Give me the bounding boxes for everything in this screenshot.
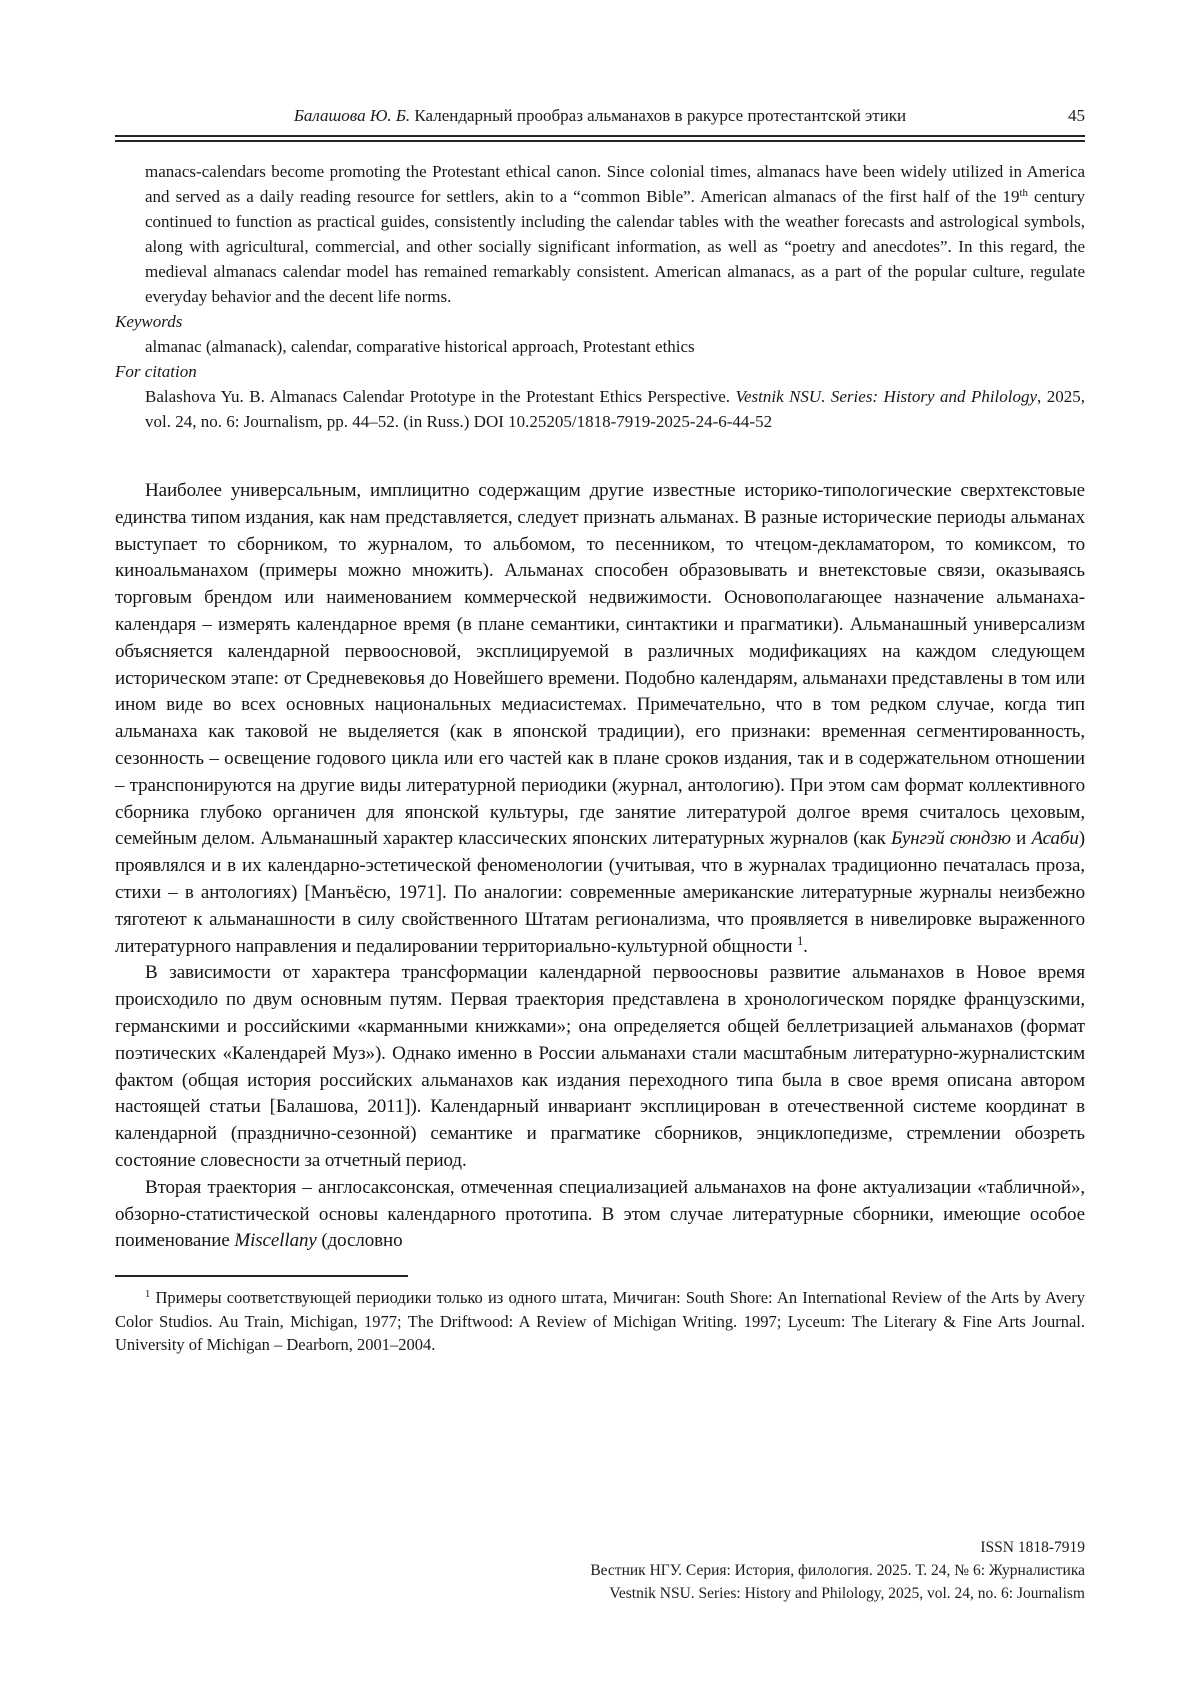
footnote-text: $^1$ Примеры соответствующей периодики только из одного штата, Мичиган: South Shore: An International Review of the Arts by Avery Color Studios. Au Train, Michigan, 1977; The Driftwood: A Review of Michigan Writing. 1997; Lyceum: The Literary & Fine Arts Journal. University of Michigan – Dearborn, 2001–2004.	[115, 1288, 1085, 1355]
running-head	[115, 106, 1085, 126]
article-body	[115, 478, 1085, 1255]
body-paragraph-3: Вторая траектория – англосаксонская, отмеченная специализацией альманахов на фоне актуализации «табличной», обзорно-статистической основы календарного прототипа. В этом случае литературные сборники, имеющие особое поименование Miscellany (дословно	[115, 1176, 1085, 1252]
keywords-label: Keywords	[115, 312, 183, 331]
body-paragraph-2: В зависимости от характера трансформации календарной первоосновы развитие альманахов в Новое время происходило по двум основным путям. Первая траектория представлена в хронологическом порядке французскими, германскими и российскими «карманными книжками»; она определяется общей беллетризацией альманахов (формат поэтических «Календарей Муз»). Однако именно в России альманахи стали масштабным литературно-журналистским фактом (общая история российских альманахов как издания переходного типа была в свое время описана автором настоящей статьи [Балашова, 2011]). Календарный инвариант эксплицирован в отечественной системе координат в календарной (празднично-сезонной) семантике и прагматике сборников, энциклопедизме, стремлении обозреть состояние словесности за отчетный период.	[115, 962, 1085, 1171]
header-double-rule	[115, 135, 1085, 142]
footnote-block	[115, 1275, 1085, 1357]
abstract-continuation: manacs-calendars become promoting the Protestant ethical canon. Since colonial times, almanacs have been widely utilized in America and served as a daily reading resource for settlers, akin to a “common Bible”. American almanacs of the first half of the 19th century continued to function as practical guides, consistently including the calendar tables with the weather forecasts and astrological symbols, along with agricultural, commercial, and other socially significant information, as well as “poetry and anecdotes”. In this regard, the medieval almanacs calendar model has remained remarkably consistent. American almanacs, as a part of the popular culture, regulate everyday behavior and the decent life norms.	[145, 162, 1085, 306]
citation-text: Balashova Yu. B. Almanacs Calendar Prototype in the Protestant Ethics Perspective. Vestnik NSU. Series: History and Philology, 2025, vol. 24, no. 6: Journalism, pp. 44–52. (in Russ.) DOI 10.25205/1818-7919-2025-24-6-44-52	[145, 387, 1085, 431]
footnote-rule	[115, 1275, 408, 1277]
page-number: 45	[1068, 106, 1085, 125]
footer-issn: ISSN 1818-7919	[980, 1539, 1085, 1556]
front-matter	[115, 159, 1085, 434]
running-head-title: Календарный прообраз альманахов в ракурсе протестантской этики	[410, 106, 907, 125]
footer-journal-ru: Вестник НГУ. Серия: История, филология. 2025. Т. 24, № 6: Журналистика	[590, 1562, 1085, 1579]
body-paragraph-1: Наиболее универсальным, имплицитно содержащим другие известные историко-типологические сверхтекстовые единства типом издания, как нам представляется, следует признать альманах. В разные исторические периоды альманах выступает то сборником, то журналом, то альбомом, то песенником, то чтецом-декламатором, то комиксом, то киноальманахом (примеры можно множить). Альманах способен образовывать и внетекстовые связи, оказываясь торговым брендом или наименованием коммерческой недвижимости. Основополагающее назначение альманаха-календаря – измерять календарное время (в плане семантики, синтактики и прагматики). Альманашный универсализм объясняется календарной первоосновой, эксплицируемой в различных модификациях на каждом следующем историческом этапе: от Средневековья до Новейшего времени. Подобно календарям, альманахи представлены в том или ином виде во всех основных национальных медиасистемах. Примечательно, что в том редком случае, когда тип альманаха как таковой не выделяется (как в японской традиции), его признаки: временная сегментированность, сезонность – освещение годового цикла или его частей как в плане сроков издания, так и в содержательном отношении – транспонируются на другие виды литературной периодики (журнал, антологию). При этом сам формат коллективного сборника глубоко органичен для японской культуры, где занятие литературой долгое время считалось цеховым, семейным делом. Альманашный характер классических японских литературных журналов (как Бунгэй сюндзю и Асаби) проявлялся и в их календарно-эстетической феноменологии (учитывая, что в журналах традиционно печаталась проза, стихи – в антологиях) [Манъёсю, 1971]. По аналогии: современные американские литературные журналы неизбежно тяготеют к альманашности в силу свойственного Штатам регионализма, что проявляется в нивелировке выраженного литературного направления и педалировании территориально-культурной общности $^1$.	[115, 480, 1086, 957]
footer-journal-en: Vestnik NSU. Series: History and Philology, 2025, vol. 24, no. 6: Journalism	[609, 1585, 1085, 1602]
keywords-text: almanac (almanack), calendar, comparative historical approach, Protestant ethics	[145, 337, 695, 356]
page-footer	[590, 1536, 1085, 1605]
running-head-author: Балашова Ю. Б.	[293, 106, 411, 125]
citation-label: For citation	[115, 362, 197, 381]
